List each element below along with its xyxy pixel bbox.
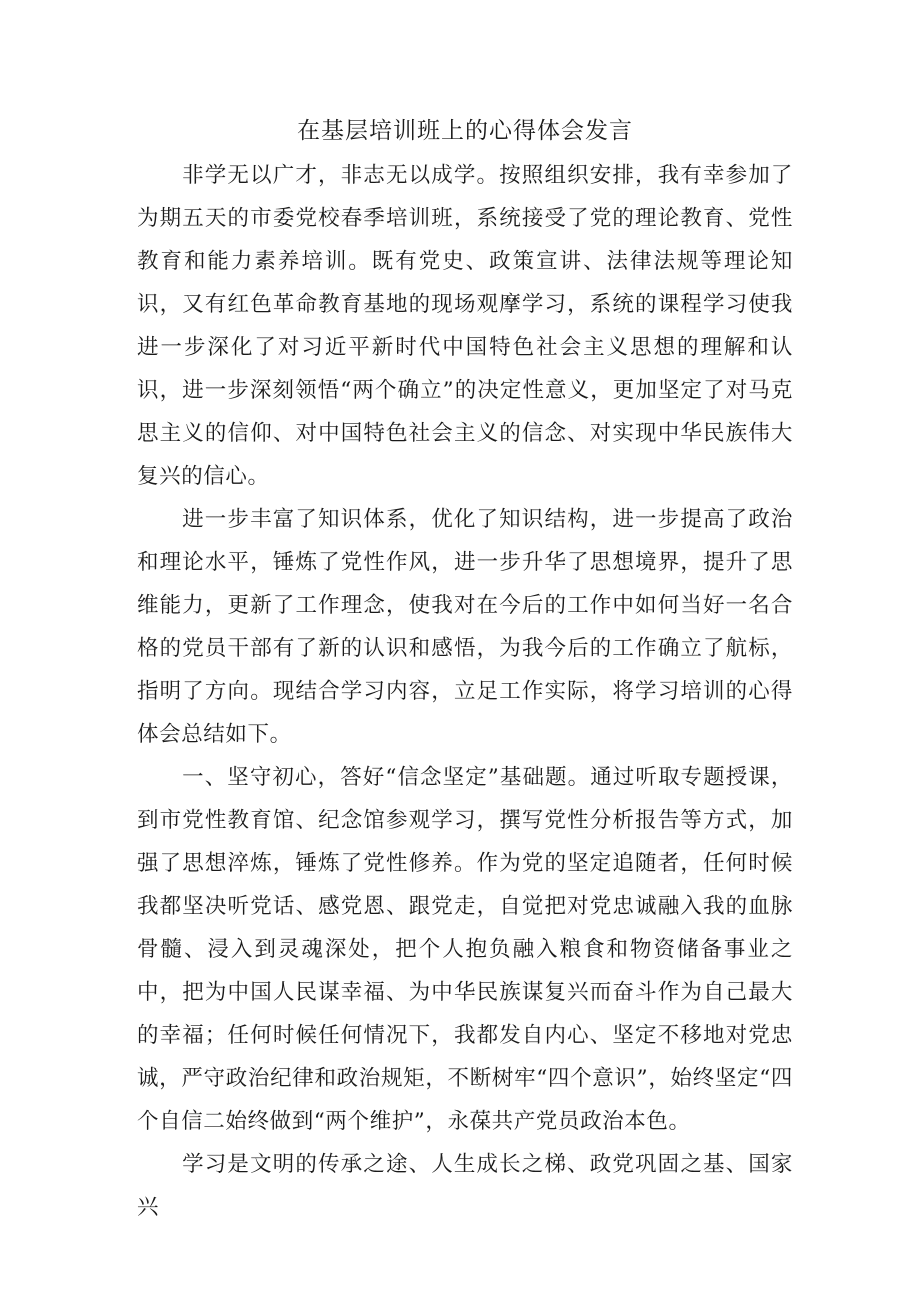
paragraph-2: 进一步丰富了知识体系，优化了知识结构，进一步提高了政治和理论水平，锤炼了党性作风，进一步升华了思想境界，提升了思维能力，更新了工作理念，使我对在今后的工作中如何当好一名合格的党员干部有了新的认识和感悟，为我今后的工作确立了航标，指明了方向。现结合学习内容，立足工作实际，将学习培训的心得体会总结如下。 xyxy=(137,507,793,747)
paragraph-1: 非学无以广才，非志无以成学。按照组织安排，我有幸参加了为期五天的市委党校春季培训班，系统接受了党的理论教育、党性教育和能力素养培训。既有党史、政策宣讲、法律法规等理论知识，又有红色革命教育基地的现场观摩学习，系统的课程学习使我进一步深化了对习近平新时代中国特色社会主义思想的理解和认识，进一步深刻领悟“两个确立”的决定性意义，更加坚定了对马克思主义的信仰、对中国特色社会主义的信念、对实现中华民族伟大复兴的信心。 xyxy=(137,163,793,489)
paragraph-3: 一、坚守初心，答好“信念坚定”基础题。通过听取专题授课，到市党性教育馆、纪念馆参观学习，撰写党性分析报告等方式，加强了思想淬炼，锤炼了党性修养。作为党的坚定追随者，任何时候我都坚决听党话、感党恩、跟党走，自觉把对党忠诚融入我的血脉骨髓、浸入到灵魂深处，把个人抱负融入粮食和物资储备事业之中，把为中国人民谋幸福、为中华民族谋复兴而奋斗作为自己最大的幸福；任何时候任何情况下，我都发自内心、坚定不移地对党忠诚，严守政治纪律和政治规矩，不断树牢“四个意识”，始终坚定“四个自信二始终做到“两个维护”，永葆共产党员政治本色。 xyxy=(137,765,793,1134)
paragraph-4: 学习是文明的传承之途、人生成长之梯、政党巩固之基、国家兴 xyxy=(137,1152,793,1220)
document-page xyxy=(137,110,793,1229)
document-title: 在基层培训班上的心得体会发言 xyxy=(297,118,633,144)
